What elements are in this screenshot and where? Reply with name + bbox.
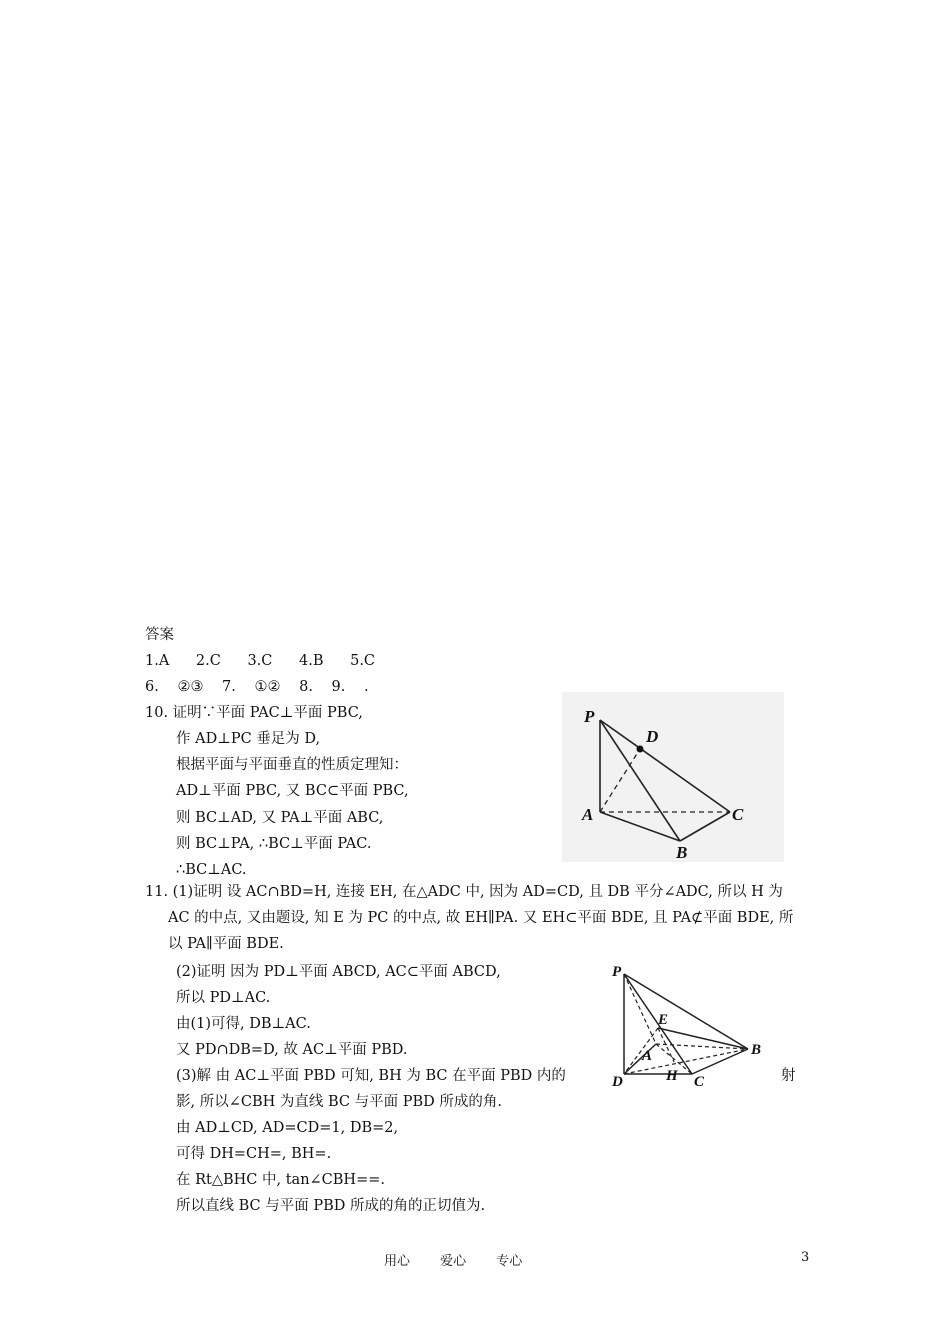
q10-line-1: 10. 证明∵平面 PAC⊥平面 PBC,	[145, 705, 363, 721]
point-D-marker	[637, 746, 644, 753]
label-C: C	[732, 805, 744, 824]
label-A: A	[582, 805, 594, 824]
q11-p3-line-5: 在 Rt△BHC 中, tan∠CBH==.	[176, 1172, 385, 1188]
edge-CB	[692, 1049, 748, 1074]
q11-p3-line-1-tail: 射	[781, 1068, 796, 1084]
q10-line-5: 则 BC⊥AD, 又 PA⊥平面 ABC,	[176, 810, 384, 826]
q10-line-4: AD⊥平面 PBC, 又 BC⊂平面 PBC,	[176, 783, 409, 799]
edge-EB	[658, 1028, 748, 1049]
label-H: H	[666, 1068, 678, 1084]
answers-row-2: 6. ②③ 7. ①② 8. 9. .	[145, 679, 369, 695]
label-C: C	[694, 1074, 705, 1090]
label-B: B	[751, 1042, 762, 1058]
q11-p1-line-2: AC 的中点, 又由题设, 知 E 为 PC 的中点, 故 EH∥PA. 又 EH⊂平面 BDE, 且 PA⊄平面 BDE, 所	[168, 910, 794, 926]
answers-heading: 答案	[145, 627, 174, 643]
edge-PB	[624, 974, 748, 1049]
q11-p3-line-6: 所以直线 BC 与平面 PBD 所成的角的正切值为.	[176, 1198, 486, 1214]
q10-line-3: 根据平面与平面垂直的性质定理知：	[176, 757, 408, 773]
label-D: D	[646, 727, 659, 746]
footer-motto: 用心 爱心 专心	[384, 1254, 523, 1269]
q11-p1-line-1: 11. (1)证明 设 AC∩BD=H, 连接 EH, 在△ADC 中, 因为 AD=CD, 且 DB 平分∠ADC, 所以 H 为	[145, 884, 783, 900]
label-E: E	[658, 1012, 669, 1028]
q10-line-7: ∴BC⊥AC.	[176, 862, 247, 878]
q11-p3-line-1: (3)解 由 AC⊥平面 PBD 可知, BH 为 BC 在平面 PBD 内的	[176, 1068, 566, 1084]
label-A: A	[642, 1048, 653, 1064]
label-B: B	[676, 843, 688, 862]
q11-p3-line-2: 影, 所以∠CBH 为直线 BC 与平面 PBD 所成的角.	[176, 1094, 502, 1110]
segment-ED-hidden	[624, 1028, 658, 1074]
answers-row-1: 1.A 2.C 3.C 4.B 5.C	[145, 653, 376, 669]
q10-line-2: 作 AD⊥PC 垂足为 D,	[176, 731, 321, 747]
q11-p3-line-4: 可得 DH=CH=, BH=.	[176, 1146, 332, 1162]
q11-pyramid-figure	[608, 962, 778, 1090]
q11-p2-line-4: 又 PD∩DB=D, 故 AC⊥平面 PBD.	[176, 1042, 408, 1058]
q11-p2-line-2: 所以 PD⊥AC.	[176, 990, 271, 1006]
q11-p3-line-3: 由 AD⊥CD, AD=CD=1, DB=2,	[176, 1120, 399, 1136]
label-P: P	[612, 964, 622, 980]
page-number: 3	[801, 1250, 810, 1265]
q10-pyramid-figure	[562, 692, 784, 862]
q10-line-6: 则 BC⊥PA, ∴BC⊥平面 PAC.	[176, 836, 372, 852]
q11-p2-line-3: 由(1)可得, DB⊥AC.	[176, 1016, 311, 1032]
label-P: P	[584, 707, 595, 726]
q11-p2-line-1: (2)证明 因为 PD⊥平面 ABCD, AC⊂平面 ABCD,	[176, 964, 501, 980]
label-D: D	[612, 1074, 623, 1090]
q11-p1-line-3: 以 PA∥平面 BDE.	[168, 936, 284, 952]
